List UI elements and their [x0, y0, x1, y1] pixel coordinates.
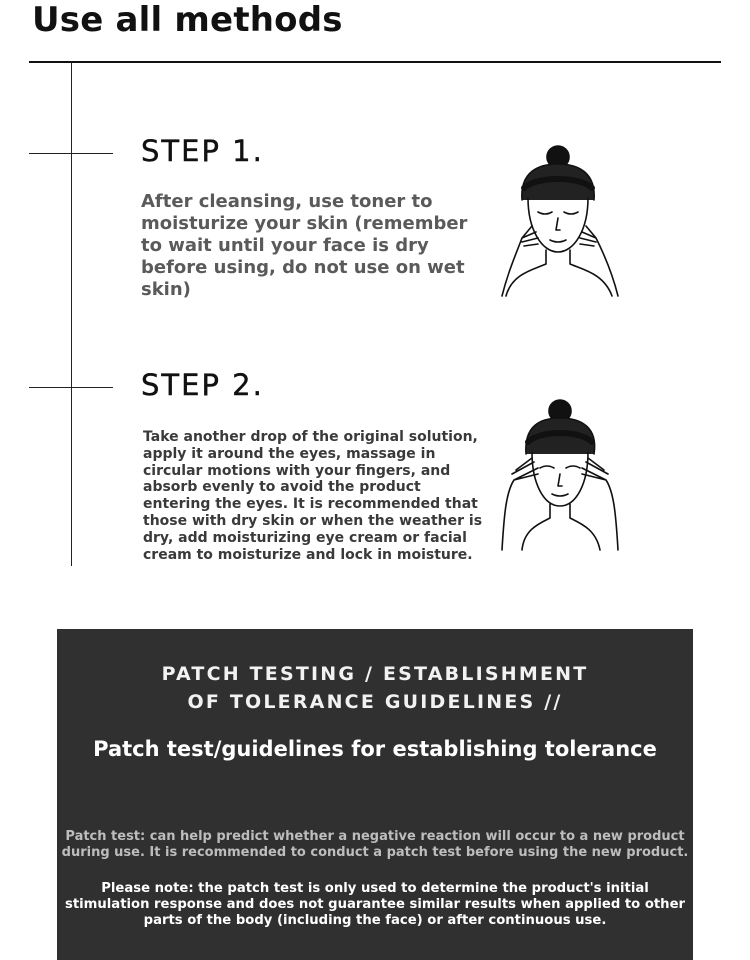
patch-subheading: Patch test/guidelines for establishing tolerance	[93, 737, 657, 761]
page-title: Use all methods	[32, 0, 343, 40]
patch-heading-line2: OF TOLERANCE GUIDELINES //	[187, 691, 563, 713]
step1-tick	[29, 153, 113, 154]
patch-paragraph-1: Patch test: can help predict whether a negative reaction will occur to a new product during use. It is recommended to conduct a patch test before using the new product.	[61, 829, 689, 860]
patch-paragraph-2: Please note: the patch test is only used to determine the product's initial stimulation response and does not guarantee similar results when applied to other parts of the body (including the face) or after continuous use.	[64, 881, 686, 928]
step2-description: Take another drop of the original solution, apply it around the eyes, massage in circular motions with your fingers, and absorb evenly to avoid the product entering the eyes. It is recommended that those with dry skin or when the weather is dry, add moisturizing eye cream or facial cream to moisturize and lock in moisture.	[143, 429, 483, 563]
title-divider	[29, 61, 721, 63]
step2-tick	[29, 387, 113, 388]
patch-test-panel	[57, 629, 693, 960]
patch-heading-line1: PATCH TESTING / ESTABLISHMENT	[161, 663, 589, 685]
step2-heading: STEP 2.	[141, 368, 264, 402]
woman-massaging-eyes-illustration	[494, 396, 630, 552]
woman-patting-cheeks-illustration	[492, 142, 628, 298]
step1-description: After cleansing, use toner to moisturize your skin (remember to wait until your face is dry before using, do not use on wet skin)	[141, 191, 468, 300]
step1-heading: STEP 1.	[141, 134, 264, 168]
timeline-line	[71, 62, 72, 566]
